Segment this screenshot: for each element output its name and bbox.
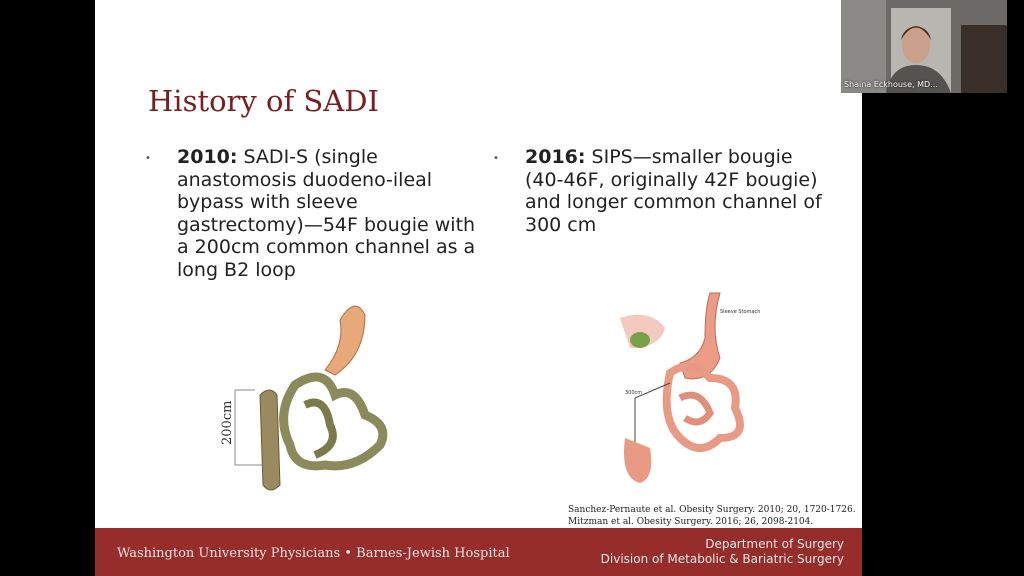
bullet-2016	[525, 146, 825, 236]
participant-name: Shaina Eckhouse, MD...	[844, 80, 938, 89]
footer-institution: Washington University Physicians • Barnes-Jewish Hospital	[117, 546, 510, 561]
presentation-slide	[95, 0, 862, 576]
bullet-marker: •	[145, 153, 151, 164]
stomach-label: Sleeve Stomach	[720, 309, 761, 315]
bullet-year: 2010:	[177, 146, 238, 168]
bullet-marker: •	[493, 153, 499, 164]
reference: Sanchez-Pernaute et al. Obesity Surgery. 2010; 20, 1720-1726.	[568, 505, 856, 515]
channel-length-label: 300cm	[625, 390, 643, 396]
reference: Mitzman et al. Obesity Surgery. 2016; 26, 2098-2104.	[568, 517, 814, 527]
channel-length-label: 200cm	[220, 400, 235, 445]
sips-illustration	[610, 288, 765, 493]
slide-title: History of SADI	[148, 84, 379, 118]
bullet-text: SADI-S (single anastomosis duodeno-ileal bypass with sleeve gastrectomy)—54F bougie with a 200cm common channel as a long B2 loop	[177, 146, 476, 281]
bullet-text: SIPS—smaller bougie (40-46F, originally 42F bougie) and longer common channel of 300 cm	[525, 146, 822, 236]
bullet-2010	[177, 146, 477, 281]
participant-video-thumbnail[interactable]	[841, 0, 1007, 93]
sadi-s-illustration	[215, 295, 405, 500]
footer-department-line: Department of Surgery	[705, 537, 844, 551]
references	[568, 504, 856, 528]
slide-footer	[95, 528, 862, 576]
bullet-year: 2016:	[525, 146, 586, 168]
footer-division-line: Division of Metabolic & Bariatric Surgery	[600, 552, 844, 566]
footer-department	[601, 537, 844, 567]
